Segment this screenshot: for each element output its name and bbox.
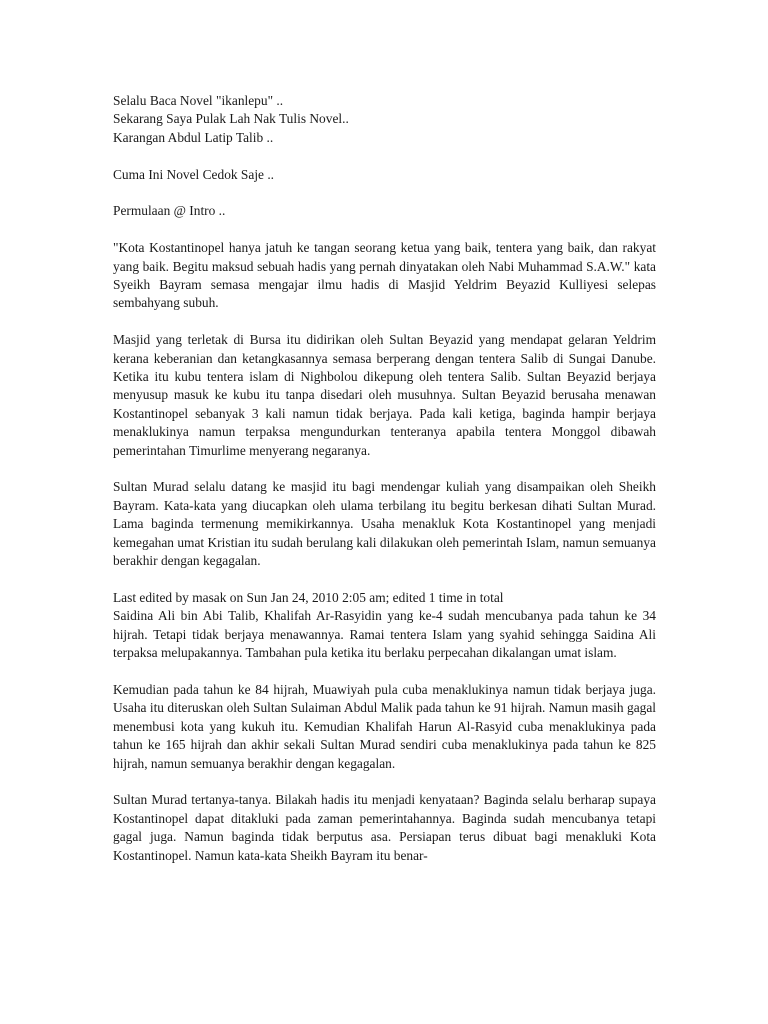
paragraph-3: Sultan Murad selalu datang ke masjid itu bagi mendengar kuliah yang disampaikan oleh Sheikh Bayram. Kata-kata yang diucapkan oleh ulama terbilang itu begitu berkesan dihati Sultan Murad. Lama baginda termenung memikirkannya. Usaha menakluk Kota Kostantinopel yang menjadi kemegahan umat Kristian itu sudah berulang kali dilakukan oleh pemerintah Islam, namun semuanya berakhir dengan kegagalan. bbox=[113, 479, 656, 569]
paragraph-6: Sultan Murad tertanya-tanya. Bilakah hadis itu menjadi kenyataan? Baginda selalu berharap supaya Kostantinopel dapat ditakluki pada zaman pemerintahannya. Baginda sudah mencubanya tetapi gagal juga. Namun baginda tidak berputus asa. Persiapan terus dibuat bagi menakluki Kota Kostantinopel. Namun kata-kata Sheikh Bayram itu benar- bbox=[113, 792, 656, 863]
section-title: Permulaan @ Intro .. bbox=[113, 203, 226, 219]
header-line-2: Sekarang Saya Pulak Lah Nak Tulis Novel.. bbox=[113, 111, 349, 127]
header-line-3: Karangan Abdul Latip Talib .. bbox=[113, 129, 274, 145]
edit-note: Last edited by masak on Sun Jan 24, 2010 2:05 am; edited 1 time in total bbox=[113, 589, 504, 605]
paragraph-1: "Kota Kostantinopel hanya jatuh ke tangan seorang ketua yang baik, tentera yang baik, dan rakyat yang baik. Begitu maksud sebuah hadis yang pernah dinyatakan oleh Nabi Muhammad S.A.W." kata Syeikh Bayram semasa mengajar ilmu hadis di Masjid Yeldrim Beyazid Kulliyesi selepas sembahyang subuh. bbox=[113, 240, 656, 311]
header-block bbox=[113, 92, 656, 147]
document-body bbox=[113, 92, 656, 883]
paragraph-2: Masjid yang terletak di Bursa itu didirikan oleh Sultan Beyazid yang mendapat gelaran Yeldrim kerana keberanian dan ketangkasannya semasa berperang dengan tentera Salib di Sungai Danube. Ketika itu kubu tentera islam di Nighbolou dikepung oleh tentera Salib. Sultan Beyazid berjaya menyusup masuk ke kubu itu tanpa disedari oleh musuhnya. Sultan Beyazid berusaha menawan Kostantinopel sebanyak 3 kali namun tidak berjaya. Pada kali ketiga, baginda hampir berjaya menaklukinya namun terpaksa mengundurkan tenteranya apabila tentera Monggol dibawah pemerintahan Timurlime menyerang negaranya. bbox=[113, 332, 656, 458]
note-line: Cuma Ini Novel Cedok Saje .. bbox=[113, 166, 275, 182]
paragraph-4: Saidina Ali bin Abi Talib, Khalifah Ar-Rasyidin yang ke-4 sudah mencubanya pada tahun ke 34 hijrah. Tetapi tidak berjaya menawannya. Ramai tentera Islam yang syahid sehingga Saidina Ali terpaksa melupakannya. Tambahan pula ketika itu berlaku perpecahan dikalangan umat islam. bbox=[113, 608, 656, 661]
paragraph-5: Kemudian pada tahun ke 84 hijrah, Muawiyah pula cuba menaklukinya namun tidak berjaya juga. Usaha itu diteruskan oleh Sultan Sulaiman Abdul Malik pada tahun ke 91 hijrah. Namun masih gagal menembusi kota yang kukuh itu. Kemudian Khalifah Harun Al-Rasyid cuba menaklukinya pada tahun ke 165 hijrah dan akhir sekali Sultan Murad sendiri cuba menaklukinya pada tahun ke 825 hijrah, namun semuanya berakhir dengan kegagalan. bbox=[113, 681, 656, 771]
header-line-1: Selalu Baca Novel "ikanlepu" .. bbox=[113, 93, 284, 108]
